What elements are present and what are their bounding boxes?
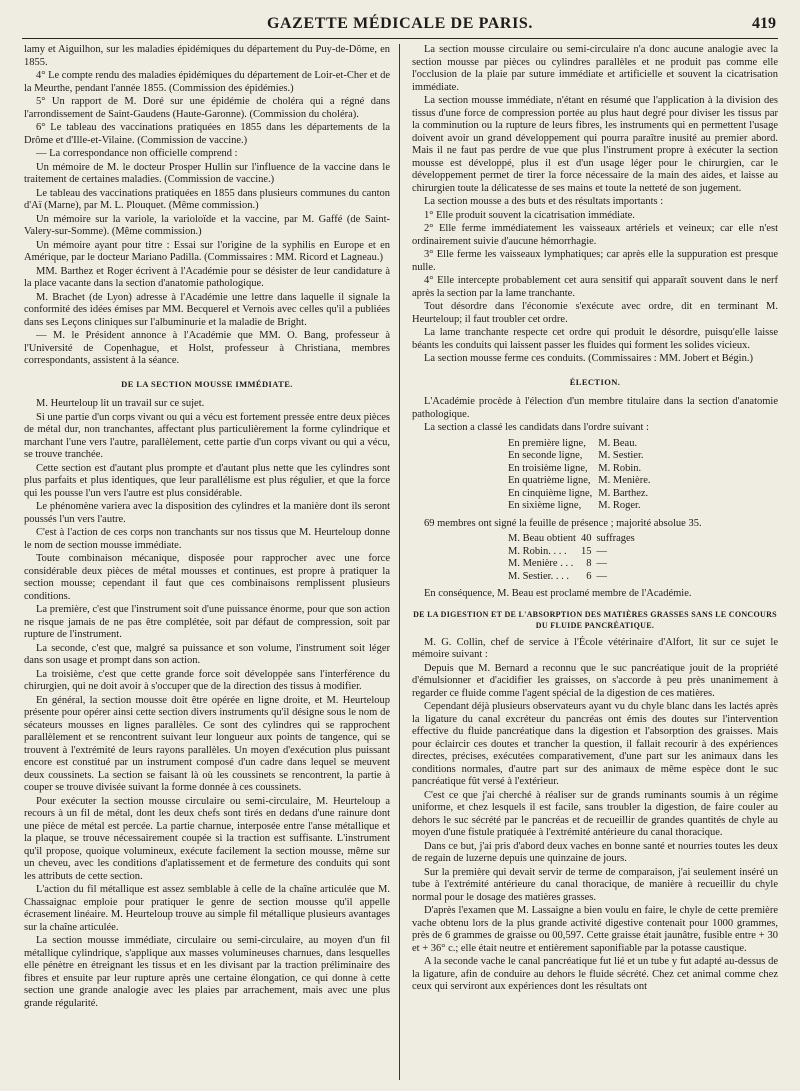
page-header [22, 6, 778, 39]
paragraph: Le phénomène variera avec la disposition des cylindres et la manière dont ils seront poussés l'un vers l'autre. [24, 501, 390, 525]
paragraph: L'action du fil métallique est assez semblable à celle de la chaîne articulée que M. Chassaignac emploie pour pratiquer le genre de section mousse qu'il appelle écrasement linéaire. M. Heurteloup trouve au simple fil métallique plusieurs avantages sur la chaîne articulée. [24, 884, 390, 933]
paragraph: Dans ce but, j'ai pris d'abord deux vaches en bonne santé et nourries toutes les deux de regain de luzerne depuis une quinzaine de jours. [412, 840, 778, 864]
table-row [508, 438, 656, 451]
paragraph: 1° Elle produit souvent la cicatrisation immédiate. [424, 209, 635, 221]
candidate-rank: En cinquième ligne, [508, 487, 593, 499]
paragraph: La section mousse immédiate, n'étant en résumé que l'application à la division des tissus d'une force de compression portée au plus haut degré pour diviser les tissus par la comminution ou la rupture de leurs fibres, les instruments qui en permettent l'usage doivent avoir un grand développement qui pourra paraître inusité au premier abord. Mais il ne faut pas perdre de vue que plus l'instrument propre à exécuter la section mousse est développé, plus il est d'un usage léger pour le chirurgien, car le développement permet de tirer la force nécessaire de la main des aides, et laisse au chirurgien toute la délicatesse de ses mains et toute la netteté de son jugement. [412, 95, 778, 194]
paragraph: Si une partie d'un corps vivant ou qui a vécu est fortement pressée entre deux pièces de métal dur, non tranchantes, affectant plus particulièrement la forme cylindrique et marchant l'une vers l'autre, parallèlement, cette partie d'un corps vivant ou qui a vécu, se trouve tranchée. [24, 411, 390, 460]
paragraph: lamy et Aiguilhon, sur les maladies épidémiques du département du Puy-de-Dôme, en 1855. [24, 44, 390, 68]
paragraph: C'est ce que j'ai cherché à réaliser sur de grands ruminants soumis à un régime uniforme, et chez lesquels il est facile, sans troubler la digestion, de faire couler au dehors le suc sécrété par le pancréas et de recueillir de grandes quantités de chyle au moyen d'une fistule pratiquée à l'extrémité antérieure du canal thoracique. [412, 789, 778, 838]
vote-name: M. Menière . . . [508, 558, 574, 569]
majority-line: 69 membres ont signé la feuille de présence ; majorité absolue 35. [424, 517, 702, 529]
candidate-rank: En quatrième ligne, [508, 475, 591, 486]
vote-count: 8 [586, 558, 592, 569]
paragraph: Cependant déjà plusieurs observateurs ayant vu du chyle blanc dans les lactés après la ligature du canal excréteur du pancréas ont émis des doutes sur l'intervention effective du fluide pancréatique dans la digestion et l'absorption des graisses. Mais pour éclaircir ces doutes et trancher la question, il fallait recourir à des expériences directes, précises, exécutées comparativement, d'une part sur les animaux dans les conditions normales, d'autre part sur des animaux de même espèce dont le suc pancréatique fût versé à l'extérieur. [412, 701, 778, 787]
candidate-name: M. Sestier. [598, 450, 644, 461]
paragraph: 3° Elle ferme les vaisseaux lymphatiques; car après elle la suppuration est presque nulle. [412, 249, 778, 273]
candidate-name: M. Robin. [598, 462, 642, 474]
vote-unit: — [596, 570, 607, 582]
candidate-rank: En première ligne, [508, 437, 586, 449]
paragraph: 6° Le tableau des vaccinations pratiquées en 1855 dans les départements de la Drôme et d'Ille-et-Vilaine. (Commission de vaccine.) [24, 122, 390, 146]
paragraph: En général, la section mousse doit être opérée en ligne droite, et M. Heurteloup présente pour opérer ainsi cette section divers instruments qu'il désigne sous le nom de sécateurs mousses en lignes parallèles. Ce sont des cylindres qui se rapprochent parallèlement et se rencontrent suivant leur longueur aux points de tangence, qui se trouvent à l'extrémité de leurs rayons parallèles. Un moyen d'exécution plus puissant encore est constitué par un instrument composé d'un cadre dans lequel se meuvent deux coussinets. La section se faisant là où les coussinets se rencontrent, la partie à couper se trouve divisée suivant la forme donnée à ces coussinets. [24, 694, 390, 793]
paragraph: 5° Un rapport de M. Doré sur une épidémie de choléra qui a régné dans l'arrondissement de Saint-Gaudens (Haute-Garonne). (Commission du choléra). [24, 96, 390, 120]
paragraph: La section mousse ferme ces conduits. (Commissaires : MM. Jobert et Bégin.) [424, 353, 753, 364]
paragraph: MM. Barthez et Roger écrivent à l'Académie pour se désister de leur candidature à la place vacante dans la section d'anatomie pathologique. [24, 265, 390, 289]
paragraph: 4° Elle intercepte probablement cet aura sensitif qui apparaît souvent dans le nerf après la section par la lame tranchante. [412, 275, 778, 299]
candidate-rank: En seconde ligne, [508, 450, 583, 461]
vote-unit: — [596, 545, 607, 557]
paragraph: Un mémoire sur la variole, la varioloïde et la vaccine, par M. Gaffé (de Saint-Valery-sur-Somme). (Même commission.) [24, 213, 390, 237]
paragraph: 4° Le compte rendu des maladies épidémiques du département de Loir-et-Cher et de la Meurthe, pendant l'année 1855. (Commission des épidémies.) [24, 70, 390, 94]
paragraph: M. G. Collin, chef de service à l'École vétérinaire d'Alfort, lit sur ce sujet le mémoire suivant : [412, 636, 778, 660]
page-number: 419 [752, 15, 776, 32]
vote-name: M. Sestier. . . . [508, 570, 569, 582]
candidate-rank: En troisième ligne, [508, 462, 588, 474]
paragraph: A la seconde vache le canal pancréatique fut lié et un tube y fut adapté au-dessus de la ligature, afin de conduire au dehors le fluide sécrété. Chez cet animal comme chez ceux qui serviront aux expériences dont les résultats ont [412, 956, 778, 992]
table-row [508, 558, 640, 571]
paragraph: Un mémoire de M. le docteur Prosper Hullin sur l'influence de la vaccine dans le traitement de certaines maladies. (Commission de vaccine.) [24, 161, 390, 185]
vote-name: M. Beau obtient [508, 533, 576, 544]
candidate-name: M. Menière. [598, 475, 651, 486]
journal-title: GAZETTE MÉDICALE DE PARIS. [266, 15, 533, 32]
paragraph: Un mémoire ayant pour titre : Essai sur l'origine de la syphilis en Europe et en Amérique, par le docteur Mariano Padilla. (Commissaires : MM. Ricord et Lagneau.) [24, 239, 390, 263]
election-result: En conséquence, M. Beau est proclamé membre de l'Académie. [424, 588, 692, 599]
vote-count: 15 [580, 545, 592, 557]
left-column [24, 44, 390, 1084]
paragraph: La troisième, c'est que cette grande force soit développée sans l'interférence du chirurgien, qui ne doit avoir à s'occuper que de la direction des tissus à modifier. [24, 668, 390, 692]
paragraph: La lame tranchante respecte cet ordre qui produit le désordre, puisqu'elle laisse béants les conduits qui laissent passer les fluides qui forment les solides vicieux. [412, 327, 778, 351]
vote-unit: — [596, 558, 607, 569]
candidate-rank: En sixième ligne, [508, 500, 582, 511]
election-heading: ÉLECTION. [569, 376, 621, 387]
table-row [508, 533, 640, 546]
paragraph: C'est à l'action de ces corps non tranchants sur nos tissus que M. Heurteloup donne le nom de section mousse immédiate. [24, 527, 390, 551]
candidate-table [508, 438, 656, 513]
table-row [508, 475, 656, 488]
candidate-name: M. Beau. [598, 437, 638, 449]
column-divider [399, 44, 400, 1080]
section-heading: DE LA DIGESTION ET DE L'ABSORPTION DES MATIÈRES GRASSES SANS LE CONCOURS DU FLUIDE PANCRÉATIQUE. [413, 609, 777, 630]
right-column [412, 44, 778, 1084]
paragraph: Pour exécuter la section mousse circulaire ou semi-circulaire, M. Heurteloup a recours à un fil de métal, dont les deux chefs sont tirés en dedans d'une rainure dont une pièce de métal est percée. La partie charnue, interposée entre l'anse métallique et la plaque, se trouve nécessairement coupée si la traction est suffisante. L'instrument qu'il propose, quoique volumineux, exécute facilement la section mousse, même sur un cheveu, avec les conditions d'aplatissement et de fermeture des conduits qui sont les attributs de cette section. [24, 795, 390, 882]
paragraph: Sur la première qui devait servir de terme de comparaison, j'ai seulement inséré un tube à l'extrémité antérieure du canal thoracique, de manière à recueillir du chyle normal pour le dosage des matières grasses. [412, 866, 778, 903]
table-row [508, 500, 656, 513]
paragraph: L'Académie procède à l'élection d'un membre titulaire dans la section d'anatomie pathologique. [412, 396, 778, 420]
paragraph: Depuis que M. Bernard a reconnu que le suc pancréatique jouit de la propriété d'émulsionner et d'acidifier les graisses, on s'accorde à peu près unanimement à regarder ce fluide comme l'agent spécial de la digestion de ces matières. [412, 662, 778, 699]
paragraph: D'après l'examen que M. Lassaigne a bien voulu en faire, le chyle de cette première vache obtenu lors de la plus grande activité digestive contenait pour 1000 grammes, près de 6 grammes de graisse ou 00,597. Cette graisse était jaunâtre, fusible entre + 30 et + 36° c.; elle était neutre et entièrement saponifiable par la potasse caustique. [412, 905, 778, 954]
section-heading: DE LA SECTION MOUSSE IMMÉDIATE. [121, 378, 293, 389]
candidate-name: M. Barthez. [598, 487, 649, 499]
paragraph: La section mousse circulaire ou semi-circulaire n'a donc aucune analogie avec la section mousse par pièces ou cylindres parallèles et ne produit pas comme elle l'occlusion de la plaie par suture immédiate et artificielle et souvent la cicatrisation immédiate. [412, 44, 778, 93]
paragraph: La section mousse immédiate, circulaire ou semi-circulaire, au moyen d'un fil métallique cylindrique, s'applique aux masses volumineuses charnues, dans lesquelles elle pénètre en étreignant les tissus et en les divisant par la traction préliminaire des fibres et ensuite par leur rupture après une certaine élongation, ce qui donne à cette section une grande analogie avec les plaies par arrachement, mais avec une plus grande régularité. [24, 935, 390, 1009]
paragraph: La section a classé les candidats dans l'ordre suivant : [424, 422, 649, 433]
paragraph: M. Heurteloup lit un travail sur ce sujet. [36, 398, 205, 409]
vote-table [508, 533, 640, 583]
candidate-name: M. Roger. [598, 500, 641, 511]
paragraph: Le tableau des vaccinations pratiquées en 1855 dans plusieurs communes du canton d'Aï (Marne), par M. L. Plouquet. (Même commission.) [24, 187, 390, 211]
paragraph: Tout désordre dans l'économie s'exécute avec ordre, dit en terminant M. Heurteloup; il faut troubler cet ordre. [412, 301, 778, 325]
table-row [508, 463, 656, 476]
paragraph: Toute combinaison mécanique, disposée pour rapprocher avec une force considérable deux pièces de métal mousses et continues, est propre à pratiquer la section mousse; cependant il faut que ces combinaisons remplissent plusieurs conditions. [24, 553, 390, 602]
paragraph: La première, c'est que l'instrument soit d'une puissance énorme, pour que son action ne risque jamais de ne pas être complétée, soit par défaut de compression, soit par rupture de l'instrument. [24, 604, 390, 640]
vote-count: 6 [586, 570, 592, 582]
paragraph: La section mousse a des buts et des résultats importants : [424, 196, 664, 207]
paragraph: — La correspondance non officielle comprend : [36, 148, 238, 159]
paragraph: 2° Elle ferme immédiatement les vaisseaux artériels et veineux; car elle n'est ordinairement suivie d'aucune hémorrhagie. [412, 223, 778, 247]
paragraph: M. Brachet (de Lyon) adresse à l'Académie une lettre dans laquelle il signale la conformité des idées émises par MM. Becquerel et Vernois avec celles qu'il a publiées dans ses Leçons cliniques sur l'albuminurie et la maladie de Bright. [24, 291, 390, 328]
table-row [508, 571, 640, 584]
paragraph: — M. le Président annonce à l'Académie que MM. O. Bang, professeur à l'Université de Copenhague, et Holst, professeur à Christiana, membres correspondants, assistent à la séance. [24, 330, 390, 366]
vote-name: M. Robin. . . . [508, 545, 567, 557]
table-row [508, 488, 656, 501]
table-row [508, 450, 656, 463]
paragraph: Cette section est d'autant plus prompte et d'autant plus nette que les cylindres sont plus parfaits et plus identiques, que leur parallélisme est plus régulier, et que la force qui les pousse l'un vers l'autre est plus considérable. [24, 462, 390, 499]
paragraph: La seconde, c'est que, malgré sa puissance et son volume, l'instrument soit léger dans son usage et prompt dans son action. [24, 642, 390, 666]
vote-unit: suffrages [596, 533, 635, 544]
vote-count: 40 [580, 533, 592, 544]
table-row [508, 546, 640, 559]
